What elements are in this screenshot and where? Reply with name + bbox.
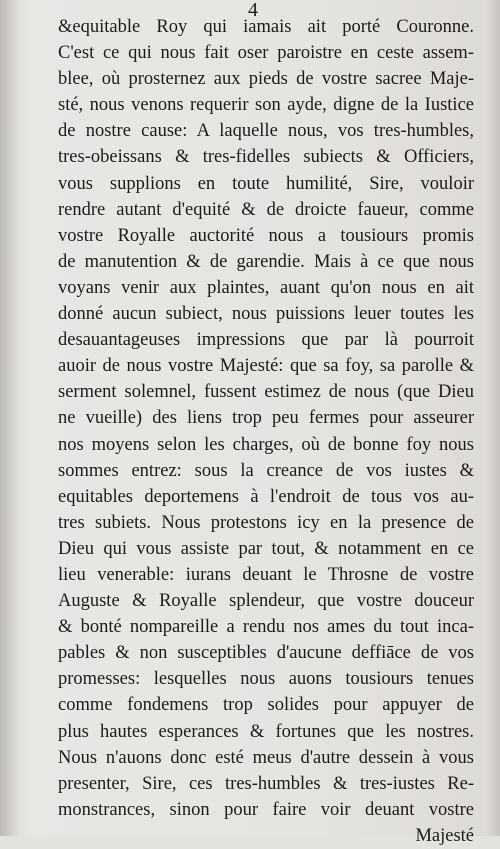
body-text bbox=[58, 14, 474, 849]
gutter-shadow bbox=[0, 0, 20, 836]
text-line: de nostre cause: A laquelle nous, vos tres-humbles, bbox=[58, 121, 474, 142]
text-line: donné aucun subiect, nous puissions leuer toutes les bbox=[58, 304, 474, 325]
text-line: tres-obeissans & tres-fidelles subiects & Officiers, bbox=[58, 147, 474, 168]
text-line: auoir de nous vostre Majesté: que sa foy, sa parolle & bbox=[58, 356, 474, 377]
text-line: monstrances, sinon pour faire voir deuant vostre bbox=[58, 799, 474, 820]
text-line: promesses: lesquelles nous auons tousiours tenues bbox=[58, 669, 474, 690]
text-line: Dieu qui vous assiste par tout, & notamment en ce bbox=[58, 538, 474, 559]
text-line: ne vueille) des liens trop peu fermes pour asseurer bbox=[58, 408, 474, 429]
catchword: Majesté bbox=[415, 825, 474, 846]
page-edge-shadow bbox=[486, 0, 500, 836]
text-line: rendre autant d'equité & de droicte faueur, comme bbox=[58, 199, 474, 220]
text-line: lieu venerable: iurans deuant le Throsne de vostre bbox=[58, 564, 474, 585]
text-line: sté, nous venons requerir son ayde, digne de la Iustice bbox=[58, 95, 474, 116]
text-line: plus hautes esperances & fortunes que les nostres. bbox=[58, 721, 474, 742]
text-line: vous supplions en toute humilité, Sire, vouloir bbox=[58, 173, 474, 194]
text-line: C'est ce qui nous fait oser paroistre en ceste assem- bbox=[58, 43, 474, 64]
text-line: tres subiets. Nous protestons icy en la presence de bbox=[58, 512, 474, 533]
text-line: desauantageuses impressions que par là pourroit bbox=[58, 330, 474, 351]
text-line: &equitable Roy qui iamais ait porté Couronne. bbox=[58, 17, 474, 37]
text-line: voyans venir aux plaintes, auant qu'on nous en ait bbox=[58, 277, 474, 298]
text-line: & bonté nompareille a rendu nos ames du tout inca- bbox=[58, 617, 474, 638]
text-line: blee, où prosternez aux pieds de vostre sacree Maje- bbox=[58, 69, 474, 90]
text-line: presenter, Sire, ces tres-humbles & tres-iustes Re- bbox=[58, 773, 474, 794]
text-line: comme fondemens trop solides pour appuyer de bbox=[58, 695, 474, 716]
text-line: nos moyens selon les charges, où de bonne foy nous bbox=[58, 434, 474, 455]
text-line: sommes entrez: sous la creance de vos iustes & bbox=[58, 460, 474, 481]
text-line: Auguste & Royalle splendeur, que vostre douceur bbox=[58, 591, 474, 612]
text-line: de manutention & de garendie. Mais à ce que nous bbox=[58, 251, 474, 272]
text-line: vostre Royalle auctorité nous a tousiours promis bbox=[58, 225, 474, 246]
text-line: serment solemnel, fussent estimez de nous (que Dieu bbox=[58, 382, 474, 403]
text-line: pables & non susceptibles d'aucune deffiāce de vos bbox=[58, 643, 474, 664]
text-line: equitables deportemens à l'endroit de tous vos au- bbox=[58, 486, 474, 507]
text-line: Nous n'auons donc esté meus d'autre dessein à vous bbox=[58, 747, 474, 768]
page-number: 4 bbox=[248, 0, 258, 21]
